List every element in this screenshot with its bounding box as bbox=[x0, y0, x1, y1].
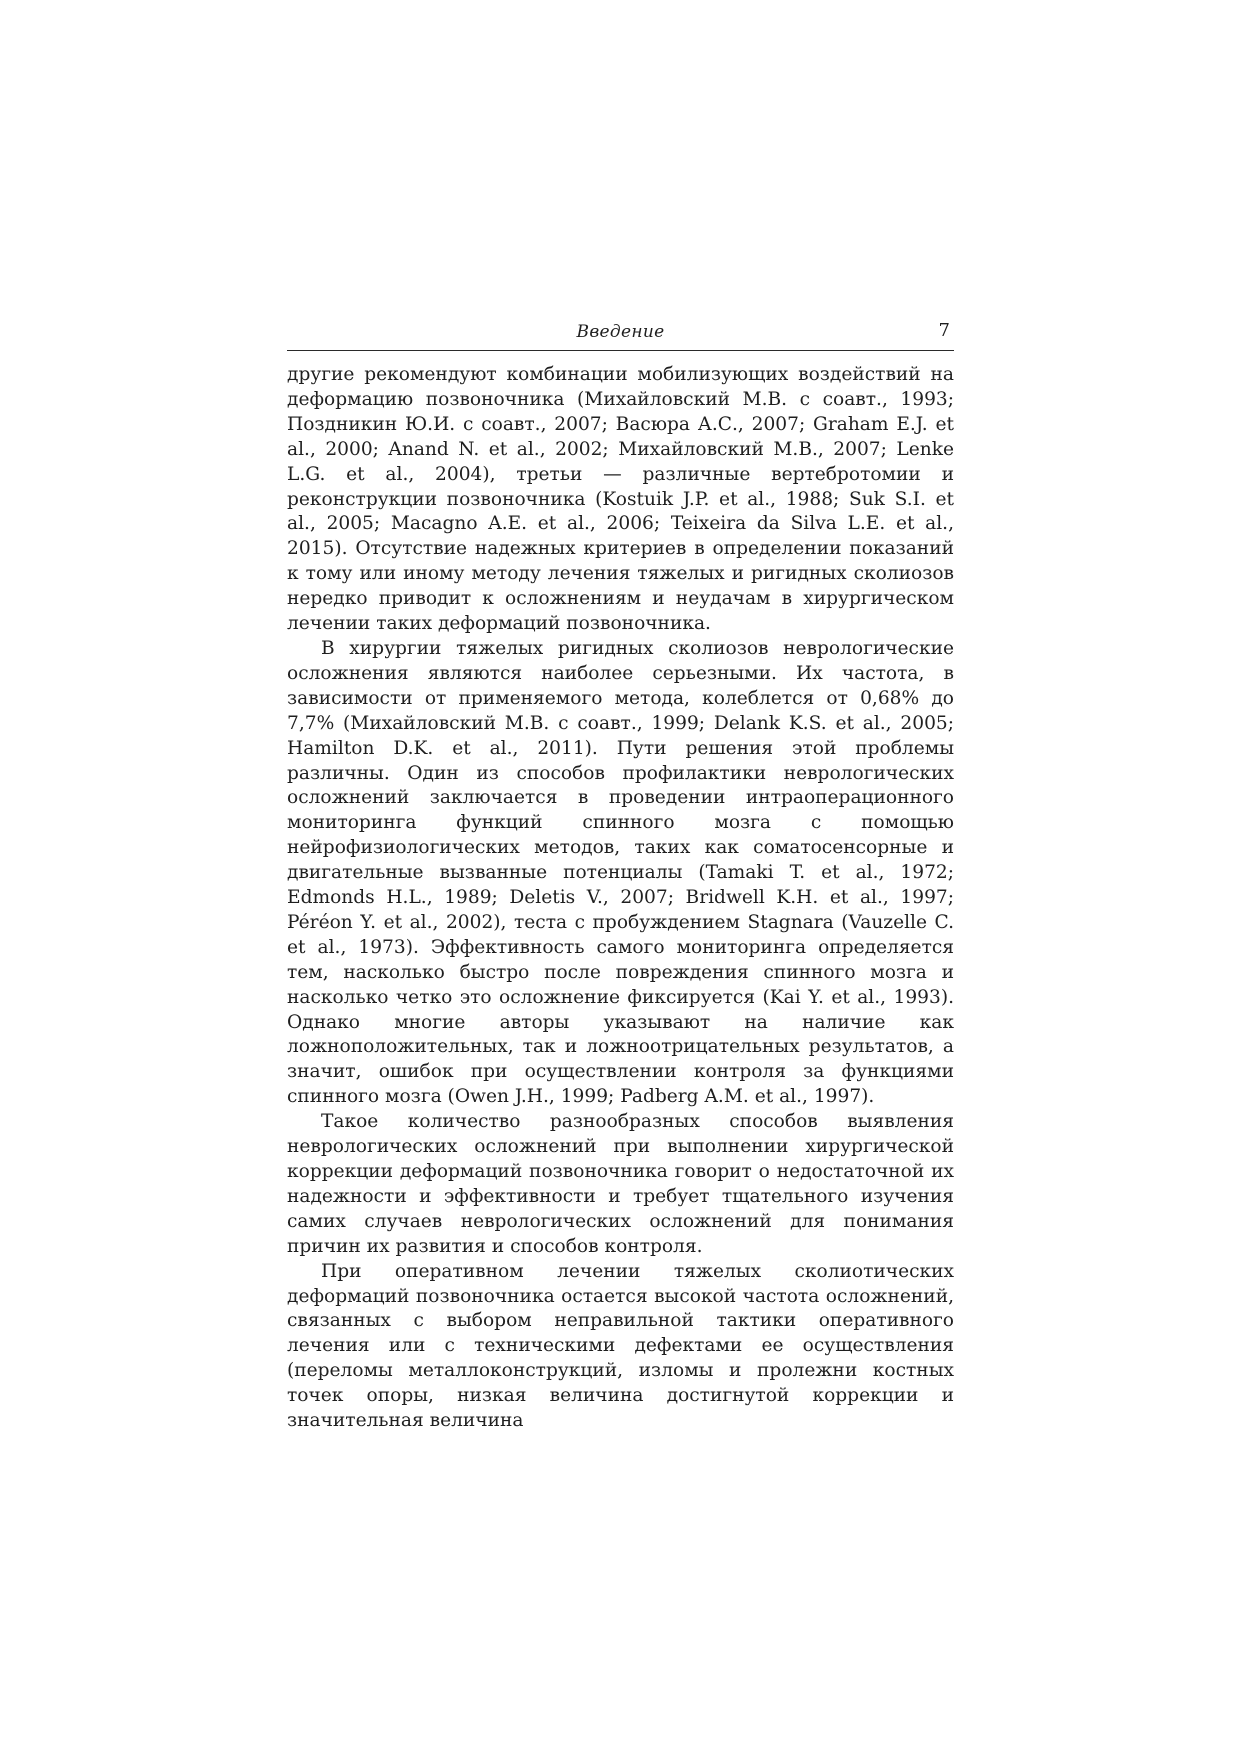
book-page bbox=[287, 320, 954, 1434]
paragraph: В хирургии тяжелых ригидных сколиозов неврологические осложнения являются наиболее серьезными. Их частота, в зависимости от применяемого метода, колеблется от 0,68% до 7,7% (Михайловский М.В. с соавт., 1999; Delank K.S. et al., 2005; Hamilton D.K. et al., 2011). Пути решения этой проблемы различны. Один из способов профилактики неврологических осложнений заключается в проведении интраоперационного мониторинга функций спинного мозга с помощью нейрофизиологических методов, таких как соматосенсорные и двигательные вызванные потенциалы (Tamaki T. et al., 1972; Edmonds H.L., 1989; Deletis V., 2007; Bridwell K.H. et al., 1997; Péréon Y. et al., 2002), теста с пробуждением Stagnara (Vauzelle C. et al., 1973). Эффективность самого мониторинга определяется тем, насколько быстро после повреждения спинного мозга и насколько четко это осложнение фиксируется (Kai Y. et al., 1993). Однако многие авторы указывают на наличие как ложноположительных, так и ложноотрицательных результатов, а значит, ошибок при осуществлении контроля за функциями спинного мозга (Owen J.H., 1999; Padberg A.M. et al., 1997). bbox=[287, 637, 954, 1108]
running-header bbox=[287, 320, 954, 351]
paragraph: Такое количество разнообразных способов выявления неврологических осложнений при выполнении хирургической коррекции деформаций позвоночника говорит о недостаточной их надежности и эффективности и требует тщательного изучения самих случаев неврологических осложнений для понимания причин их развития и способов контроля. bbox=[287, 1111, 954, 1257]
paragraph-continued: другие рекомендуют комбинации мобилизующих воздействий на деформацию позвоночника (Михайловский М.В. с соавт., 1993; Поздникин Ю.И. с соавт., 2007; Васюра А.С., 2007; Graham E.J. et al., 2000; Anand N. et al., 2002; Михайловский М.В., 2007; Lenke L.G. et al., 2004), третьи — различные вертебротомии и реконструкции позвоночника (Kostuik J.P. et al., 1988; Suk S.I. et al., 2005; Macagno A.E. et al., 2006; Teixeira da Silva L.E. et al., 2015). Отсутствие надежных критериев в определении показаний к тому или иному методу лечения тяжелых и ригидных сколиозов нередко приводит к осложнениям и неудачам в хирургическом лечении таких деформаций позвоночника. bbox=[287, 364, 954, 635]
paragraph: При оперативном лечении тяжелых сколиотических деформаций позвоночника остается высокой частота осложнений, связанных с выбором неправильной тактики оперативного лечения или с техническими дефектами ее осуществления (переломы металлоконструкций, изломы и пролежни костных точек опоры, низкая величина достигнутой коррекции и значительная величина bbox=[287, 1260, 954, 1432]
running-title: Введение bbox=[576, 322, 665, 342]
body-text bbox=[287, 363, 954, 1434]
page-number: 7 bbox=[938, 320, 950, 341]
